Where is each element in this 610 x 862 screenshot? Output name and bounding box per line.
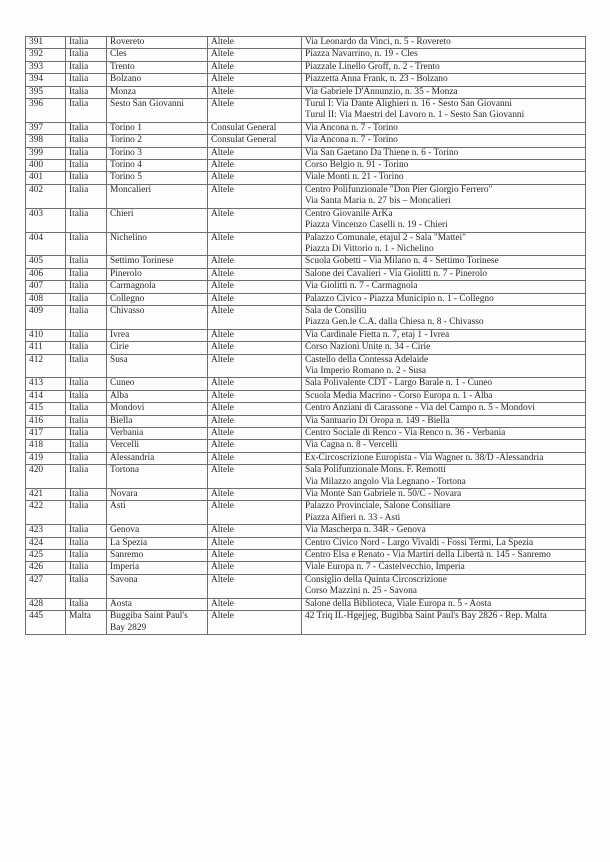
cell-type: Altele [208,378,302,390]
polling-stations-table [25,36,586,635]
cell-country: Italia [66,61,107,73]
cell-type: Altele [208,74,302,86]
cell-country: Italia [66,574,107,598]
cell-type: Altele [208,232,302,256]
cell-number: 402 [26,184,66,208]
cell-address [302,122,586,134]
cell-type: Altele [208,537,302,549]
cell-address [302,550,586,562]
cell-country: Italia [66,99,107,123]
table-row [26,135,586,147]
cell-country: Italia [66,537,107,549]
table-row [26,611,586,635]
cell-country: Malta [66,611,107,635]
cell-city: Susa [107,354,208,378]
cell-address [302,99,586,123]
cell-address [302,598,586,610]
cell-city: Trento [107,61,208,73]
address-line: Centro Anziani di Carassone - Via del Campo n. 5 - Mondovi [305,403,535,414]
cell-number: 404 [26,232,66,256]
table-row [26,562,586,574]
table-row [26,184,586,208]
cell-type: Altele [208,99,302,123]
cell-number: 428 [26,598,66,610]
cell-type: Altele [208,281,302,293]
cell-number: 408 [26,293,66,305]
cell-type: Altele [208,550,302,562]
address-line: Via San Gaetano Da Thiene n. 6 - Torino [305,147,459,158]
cell-address [302,428,586,440]
cell-number: 413 [26,378,66,390]
table-row [26,147,586,159]
cell-type: Altele [208,390,302,402]
cell-address [302,611,586,635]
cell-number: 414 [26,390,66,402]
table-row [26,574,586,598]
table-row [26,37,586,49]
address-line: Piazzale Linello Groff, n. 2 - Trento [305,61,440,72]
address-line: Via Cardinale Fietta n. 7, etaj 1 - Ivrea [305,329,450,340]
cell-number: 424 [26,537,66,549]
cell-address [302,342,586,354]
cell-address [302,135,586,147]
address-line: Castello della Contessa Adelaide [305,354,429,365]
cell-address [302,354,586,378]
cell-city: Sanremo [107,550,208,562]
address-line: Palazzo Comunale, etajul 2 - Sala "Mattei" [305,232,466,243]
cell-country: Italia [66,501,107,525]
cell-address [302,61,586,73]
cell-city: Cirie [107,342,208,354]
address-line: Corso Belgio n. 91 - Torino [305,160,409,171]
table-row [26,122,586,134]
address-line: Viale Europa n. 7 - Castelvecchio, Imperia [305,562,465,573]
cell-country: Italia [66,37,107,49]
cell-address [302,281,586,293]
cell-city: Torino 1 [107,122,208,134]
cell-type: Altele [208,501,302,525]
cell-number: 399 [26,147,66,159]
address-line: Centro Civico Nord - Largo Vivaldi - Fossi Termi, La Spezia [305,537,534,548]
cell-city: Torino 3 [107,147,208,159]
cell-country: Italia [66,562,107,574]
table-row [26,305,586,329]
address-line: Corso Mazzini n. 25 - Savona [305,586,417,597]
cell-country: Italia [66,329,107,341]
address-line: Centro Sociale di Renco - Via Renco n. 36 - Verbania [305,428,506,438]
table-row [26,281,586,293]
table-body [26,37,586,635]
address-line: Via Leonardo da Vinci, n. 5 - Rovereto [305,37,451,47]
cell-type: Altele [208,574,302,598]
address-line: Scuola Gobetti - Via Milano n. 4 - Settimo Torinese [305,256,499,267]
cell-country: Italia [66,452,107,464]
cell-city: Asti [107,501,208,525]
address-line: Via Mascherpa n. 34R - Genova [305,525,426,536]
table-row [26,49,586,61]
address-line: Centro Giovanile ArKa [305,208,393,219]
table-row [26,172,586,184]
cell-country: Italia [66,390,107,402]
address-line: 42 Triq IL-Hgejjeg, Bugibba Saint Paul's Bay 2826 - Rep. Malta [305,611,547,622]
cell-type: Altele [208,49,302,61]
cell-address [302,256,586,268]
cell-type: Altele [208,611,302,635]
cell-country: Italia [66,184,107,208]
cell-country: Italia [66,122,107,134]
cell-address [302,74,586,86]
cell-type: Altele [208,160,302,172]
cell-city: Moncalieri [107,184,208,208]
cell-type: Altele [208,354,302,378]
cell-city: Cles [107,49,208,61]
address-line: Palazzo Provinciale, Salone Consiliare [305,501,451,512]
cell-number: 392 [26,49,66,61]
cell-country: Italia [66,598,107,610]
cell-city: Savona [107,574,208,598]
table-row [26,415,586,427]
cell-number: 395 [26,86,66,98]
address-line: Via Ancona n. 7 - Torino [305,135,398,146]
cell-address [302,86,586,98]
address-line: Via Santuario Di Oropa n. 149 - Biella [305,415,450,426]
table-row [26,208,586,232]
cell-type: Altele [208,37,302,49]
cell-address [302,562,586,574]
cell-country: Italia [66,256,107,268]
cell-country: Italia [66,49,107,61]
cell-type: Altele [208,329,302,341]
table-row [26,329,586,341]
address-line: Sala de Consiliu [305,305,367,316]
address-line: Consiglio della Quinta Circoscrizione [305,574,447,585]
cell-city: Ivrea [107,329,208,341]
cell-country: Italia [66,550,107,562]
cell-number: 412 [26,354,66,378]
cell-country: Italia [66,135,107,147]
table-row [26,268,586,280]
cell-type: Altele [208,293,302,305]
cell-type: Altele [208,147,302,159]
cell-address [302,37,586,49]
cell-number: 409 [26,305,66,329]
table-row [26,428,586,440]
cell-number: 420 [26,465,66,489]
table-row [26,99,586,123]
cell-type: Altele [208,489,302,501]
address-line: Via Ancona n. 7 - Torino [305,122,398,133]
address-line: Palazzo Civico - Piazza Municipio n. 1 - Collegno [305,293,494,304]
table-row [26,354,586,378]
cell-country: Italia [66,208,107,232]
cell-address [302,403,586,415]
address-line: Via Milazzo angolo Via Legnano - Tortona [305,476,466,487]
address-line: Sala Polifunzionale Mons. F. Remotti [305,465,446,476]
cell-city: Monza [107,86,208,98]
cell-number: 391 [26,37,66,49]
address-line: Via Giolitti n. 7 - Carmagnola [305,281,418,292]
cell-city: Carmagnola [107,281,208,293]
cell-number: 405 [26,256,66,268]
cell-country: Italia [66,293,107,305]
cell-number: 396 [26,99,66,123]
cell-city: Rovereto [107,37,208,49]
cell-country: Italia [66,465,107,489]
cell-country: Italia [66,172,107,184]
cell-address [302,329,586,341]
cell-address [302,147,586,159]
cell-city: Cuneo [107,378,208,390]
table-row [26,525,586,537]
address-line: Piazzetta Anna Frank, n. 23 - Bolzano [305,74,448,85]
cell-address [302,501,586,525]
cell-type: Altele [208,208,302,232]
address-line: Piazza Di Vittorio n. 1 - Nichelino [305,243,434,254]
cell-address [302,415,586,427]
address-line: Turul II: Via Maestri del Lavoro n. 1 - Sesto San Giovanni [305,110,525,121]
cell-city: Torino 2 [107,135,208,147]
table-row [26,550,586,562]
address-line: Via Monte San Gabriele n. 50/C - Novara [305,489,462,500]
cell-address [302,574,586,598]
cell-number: 423 [26,525,66,537]
table-row [26,342,586,354]
cell-number: 407 [26,281,66,293]
cell-country: Italia [66,147,107,159]
cell-country: Italia [66,281,107,293]
address-line: Ex-Circoscrizione Europista - Via Wagner n. 38/D -Alessandria [305,452,544,463]
cell-type: Altele [208,428,302,440]
address-line: Via Gabriele D'Annunzio, n. 35 - Monza [305,86,458,97]
cell-type: Consulat General [208,135,302,147]
address-line: Via Cagna n. 8 - Vercelli [305,440,398,451]
cell-address [302,525,586,537]
table-row [26,390,586,402]
cell-type: Altele [208,342,302,354]
address-line: Piazza Gen.le C.A. dalla Chiesa n. 8 - Chivasso [305,317,484,328]
address-line: Piazza Alfieri n. 33 - Asti [305,512,401,523]
address-line: Scuola Media Macrino - Corso Europa n. 1 - Alba [305,390,493,401]
cell-address [302,452,586,464]
cell-city: Alessandria [107,452,208,464]
cell-number: 411 [26,342,66,354]
cell-city: Chivasso [107,305,208,329]
cell-address [302,537,586,549]
cell-city: Bolzano [107,74,208,86]
cell-address [302,465,586,489]
address-line: Via Santa Maria n. 27 bis – Moncalieri [305,196,451,207]
table-row [26,293,586,305]
cell-address [302,268,586,280]
address-line: Piazza Vincenzo Caselli n. 19 - Chieri [305,220,448,231]
cell-country: Italia [66,415,107,427]
cell-number: 397 [26,122,66,134]
cell-number: 401 [26,172,66,184]
table-row [26,452,586,464]
cell-city: Aosta [107,598,208,610]
cell-city: Vercelli [107,440,208,452]
cell-address [302,49,586,61]
cell-address [302,293,586,305]
table-row [26,378,586,390]
cell-number: 398 [26,135,66,147]
cell-city: Nichelino [107,232,208,256]
cell-type: Consulat General [208,122,302,134]
cell-city: Collegno [107,293,208,305]
address-line: Viale Monti n. 21 - Torino [305,172,404,183]
cell-city: Biella [107,415,208,427]
cell-address [302,160,586,172]
cell-city: Tortona [107,465,208,489]
cell-number: 421 [26,489,66,501]
cell-number: 415 [26,403,66,415]
cell-number: 417 [26,428,66,440]
cell-country: Italia [66,403,107,415]
cell-address [302,232,586,256]
cell-city: Sesto San Giovanni [107,99,208,123]
cell-city: Genova [107,525,208,537]
cell-number: 410 [26,329,66,341]
cell-type: Altele [208,403,302,415]
cell-number: 416 [26,415,66,427]
cell-number: 426 [26,562,66,574]
cell-country: Italia [66,342,107,354]
table-row [26,440,586,452]
cell-address [302,208,586,232]
table-row [26,232,586,256]
cell-city: Novara [107,489,208,501]
table-row [26,537,586,549]
cell-country: Italia [66,305,107,329]
cell-type: Altele [208,452,302,464]
cell-country: Italia [66,440,107,452]
cell-type: Altele [208,598,302,610]
cell-address [302,184,586,208]
cell-city: Verbania [107,428,208,440]
cell-type: Altele [208,525,302,537]
cell-city: Chieri [107,208,208,232]
cell-number: 394 [26,74,66,86]
table-row [26,61,586,73]
cell-country: Italia [66,489,107,501]
cell-address [302,172,586,184]
cell-type: Altele [208,465,302,489]
address-line: Centro Polifunzionale "Don Pier Giorgio Ferrero" [305,184,493,195]
cell-city: La Spezia [107,537,208,549]
table-row [26,403,586,415]
cell-city: Imperia [107,562,208,574]
cell-number: 406 [26,268,66,280]
address-line: Salone dei Cavalieri - Via Giolitti n. 7 - Pinerolo [305,268,488,279]
cell-city: Buggiba Saint Paul's Bay 2829 [107,611,208,635]
cell-type: Altele [208,256,302,268]
address-line: Salone della Biblioteca, Viale Europa n. 5 - Aosta [305,598,492,609]
address-line: Via Imperio Romano n. 2 - Susa [305,365,427,376]
cell-country: Italia [66,428,107,440]
cell-number: 425 [26,550,66,562]
table-row [26,489,586,501]
cell-address [302,440,586,452]
table-row [26,598,586,610]
address-line: Corso Nazioni Unite n. 34 - Cirie [305,342,431,353]
cell-country: Italia [66,525,107,537]
table-row [26,256,586,268]
cell-type: Altele [208,86,302,98]
cell-number: 445 [26,611,66,635]
cell-country: Italia [66,268,107,280]
cell-number: 422 [26,501,66,525]
table-row [26,86,586,98]
cell-country: Italia [66,160,107,172]
cell-type: Altele [208,61,302,73]
cell-number: 403 [26,208,66,232]
cell-country: Italia [66,74,107,86]
address-line: Sala Polivalente CDT - Largo Barale n. 1 - Cuneo [305,378,493,389]
cell-type: Altele [208,305,302,329]
cell-city: Torino 4 [107,160,208,172]
table-row [26,160,586,172]
cell-country: Italia [66,354,107,378]
table-row [26,501,586,525]
cell-address [302,489,586,501]
cell-number: 400 [26,160,66,172]
table-row [26,465,586,489]
cell-address [302,378,586,390]
address-line: Piazza Navarrino, n. 19 - Cles [305,49,418,60]
cell-city: Torino 5 [107,172,208,184]
cell-country: Italia [66,378,107,390]
cell-type: Altele [208,184,302,208]
cell-city: Pinerolo [107,268,208,280]
cell-type: Altele [208,562,302,574]
cell-city: Alba [107,390,208,402]
cell-number: 419 [26,452,66,464]
cell-number: 418 [26,440,66,452]
cell-number: 393 [26,61,66,73]
cell-address [302,305,586,329]
cell-type: Altele [208,268,302,280]
cell-country: Italia [66,232,107,256]
cell-number: 427 [26,574,66,598]
cell-city: Mondovi [107,403,208,415]
cell-type: Altele [208,172,302,184]
cell-type: Altele [208,415,302,427]
cell-type: Altele [208,440,302,452]
table-row [26,74,586,86]
cell-country: Italia [66,86,107,98]
address-line: Turul I: Via Dante Alighieri n. 16 - Sesto San Giovanni [305,99,512,110]
address-line: Centro Elsa e Renato - Via Martiri della Libertà n. 145 - Sanremo [305,550,551,561]
cell-address [302,390,586,402]
cell-city: Settimo Torinese [107,256,208,268]
